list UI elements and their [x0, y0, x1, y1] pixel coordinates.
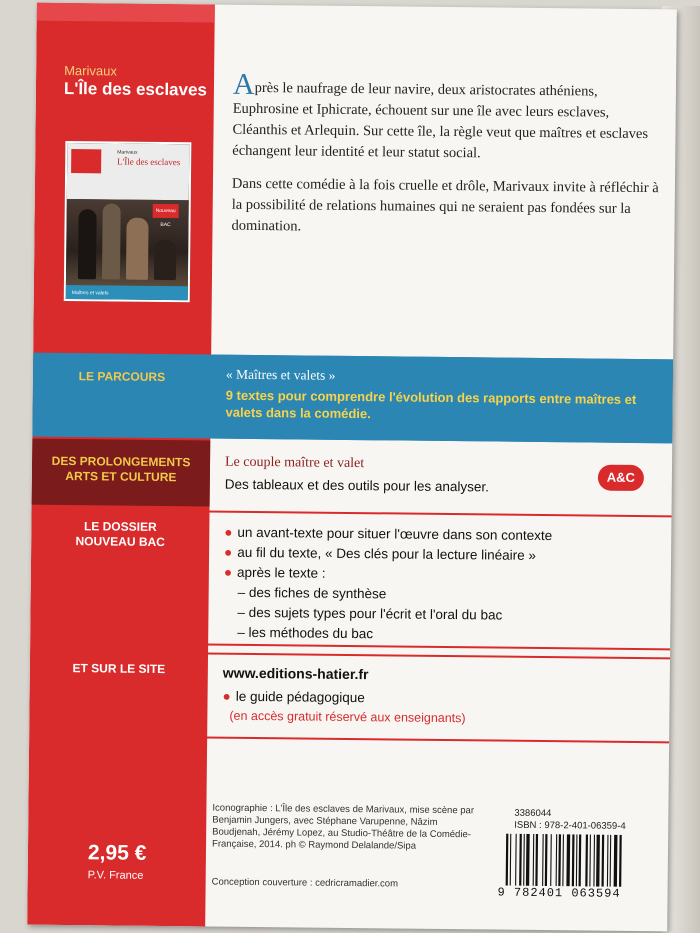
- book-title: L'Île des esclaves: [63, 78, 208, 100]
- nouveau-bac-badge: Nouveau BAC: [153, 204, 179, 218]
- series-tag: [71, 149, 101, 173]
- dossier-list: [223, 523, 664, 648]
- isbn: ISBN : 978-2-401-06359-4: [514, 819, 626, 832]
- barcode-digits: 9 782401 063594: [497, 885, 621, 901]
- parcours-text: 9 textes pour comprendre l'évolution des rapports entre maîtres et valets dans la comédie.: [225, 387, 637, 422]
- list-subitem: – des sujets types pour l'écrit et l'oral du bac: [237, 604, 503, 623]
- thumbnail-title: L'Île des esclaves: [117, 156, 181, 168]
- barcode: [504, 834, 653, 888]
- reference-code: 3386044: [514, 807, 552, 820]
- summary-blurb: [231, 67, 663, 253]
- list-subitem: – les méthodes du bac: [237, 624, 374, 642]
- top-strip: [37, 3, 215, 23]
- iconography-credits: Iconographie : L'Île des esclaves de Marivaux, mise scène par Benjamin Jungers, avec Stéphane Varupenne, Nâzim Boudjenah, Jérémy Lopez, au Studio-Théâtre de la Comédie-Française, 2014. ph © Raymond Delalande/Sipa: [211, 802, 475, 852]
- blurb-paragraph-1: près le naufrage de leur navire, deux aristocrates athéniens, Euphrosine et Iphicrate, échouent sur une île avec leurs esclaves, Cléanthis et Arlequin. Sur cette île, la règle veut que maîtres et esclaves échangent leur identité et leur statut social.: [232, 79, 649, 162]
- dossier-band: [30, 509, 671, 651]
- parcours-band: [32, 353, 673, 444]
- prolongements-label: DES PROLONGEMENTS ARTS ET CULTURE: [51, 453, 191, 485]
- author-name: Marivaux: [64, 62, 117, 79]
- website-url: www.editions-hatier.fr: [222, 664, 369, 683]
- thumbnail-footer: Maîtres et valets: [71, 290, 109, 297]
- dossier-label: LE DOSSIER NOUVEAU BAC: [75, 519, 165, 550]
- prolongements-heading: Le couple maître et valet: [224, 454, 365, 472]
- parcours-heading: « Maîtres et valets »: [225, 366, 336, 383]
- list-item: ● après le texte :: [223, 564, 326, 581]
- list-item: ● un avant-texte pour situer l'œuvre dans son contexte: [224, 524, 553, 544]
- prolongements-band: [32, 439, 673, 512]
- site-item: ● le guide pédagogique: [222, 688, 365, 706]
- prolongements-text: Des tableaux et des outils pour les analyser.: [224, 476, 490, 495]
- parcours-label: LE PARCOURS: [78, 369, 166, 385]
- design-credits: Conception couverture : cedricramadier.com: [211, 876, 399, 890]
- price: 2,95 €: [87, 841, 147, 865]
- drop-cap: A: [232, 67, 255, 101]
- price-note: P.V. France: [87, 869, 144, 882]
- book-back-cover: [27, 3, 677, 932]
- arts-culture-badge: A&C: [598, 465, 644, 491]
- list-item: ● au fil du texte, « Des clés pour la lecture linéaire »: [224, 544, 536, 563]
- site-note: (en accès gratuit réservé aux enseignants): [229, 708, 466, 726]
- site-band: [29, 651, 670, 744]
- site-label: ET SUR LE SITE: [72, 661, 166, 677]
- blurb-paragraph-2: Dans cette comédie à la fois cruelle et drôle, Marivaux invite à réfléchir à la possibilité de relations humaines qui ne seraient pas fondées sur la domination.: [231, 175, 659, 235]
- list-subitem: – des fiches de synthèse: [237, 584, 387, 602]
- cover-thumbnail: [64, 141, 192, 302]
- product-codes: [514, 808, 626, 833]
- thumbnail-author: Marivaux: [117, 149, 138, 156]
